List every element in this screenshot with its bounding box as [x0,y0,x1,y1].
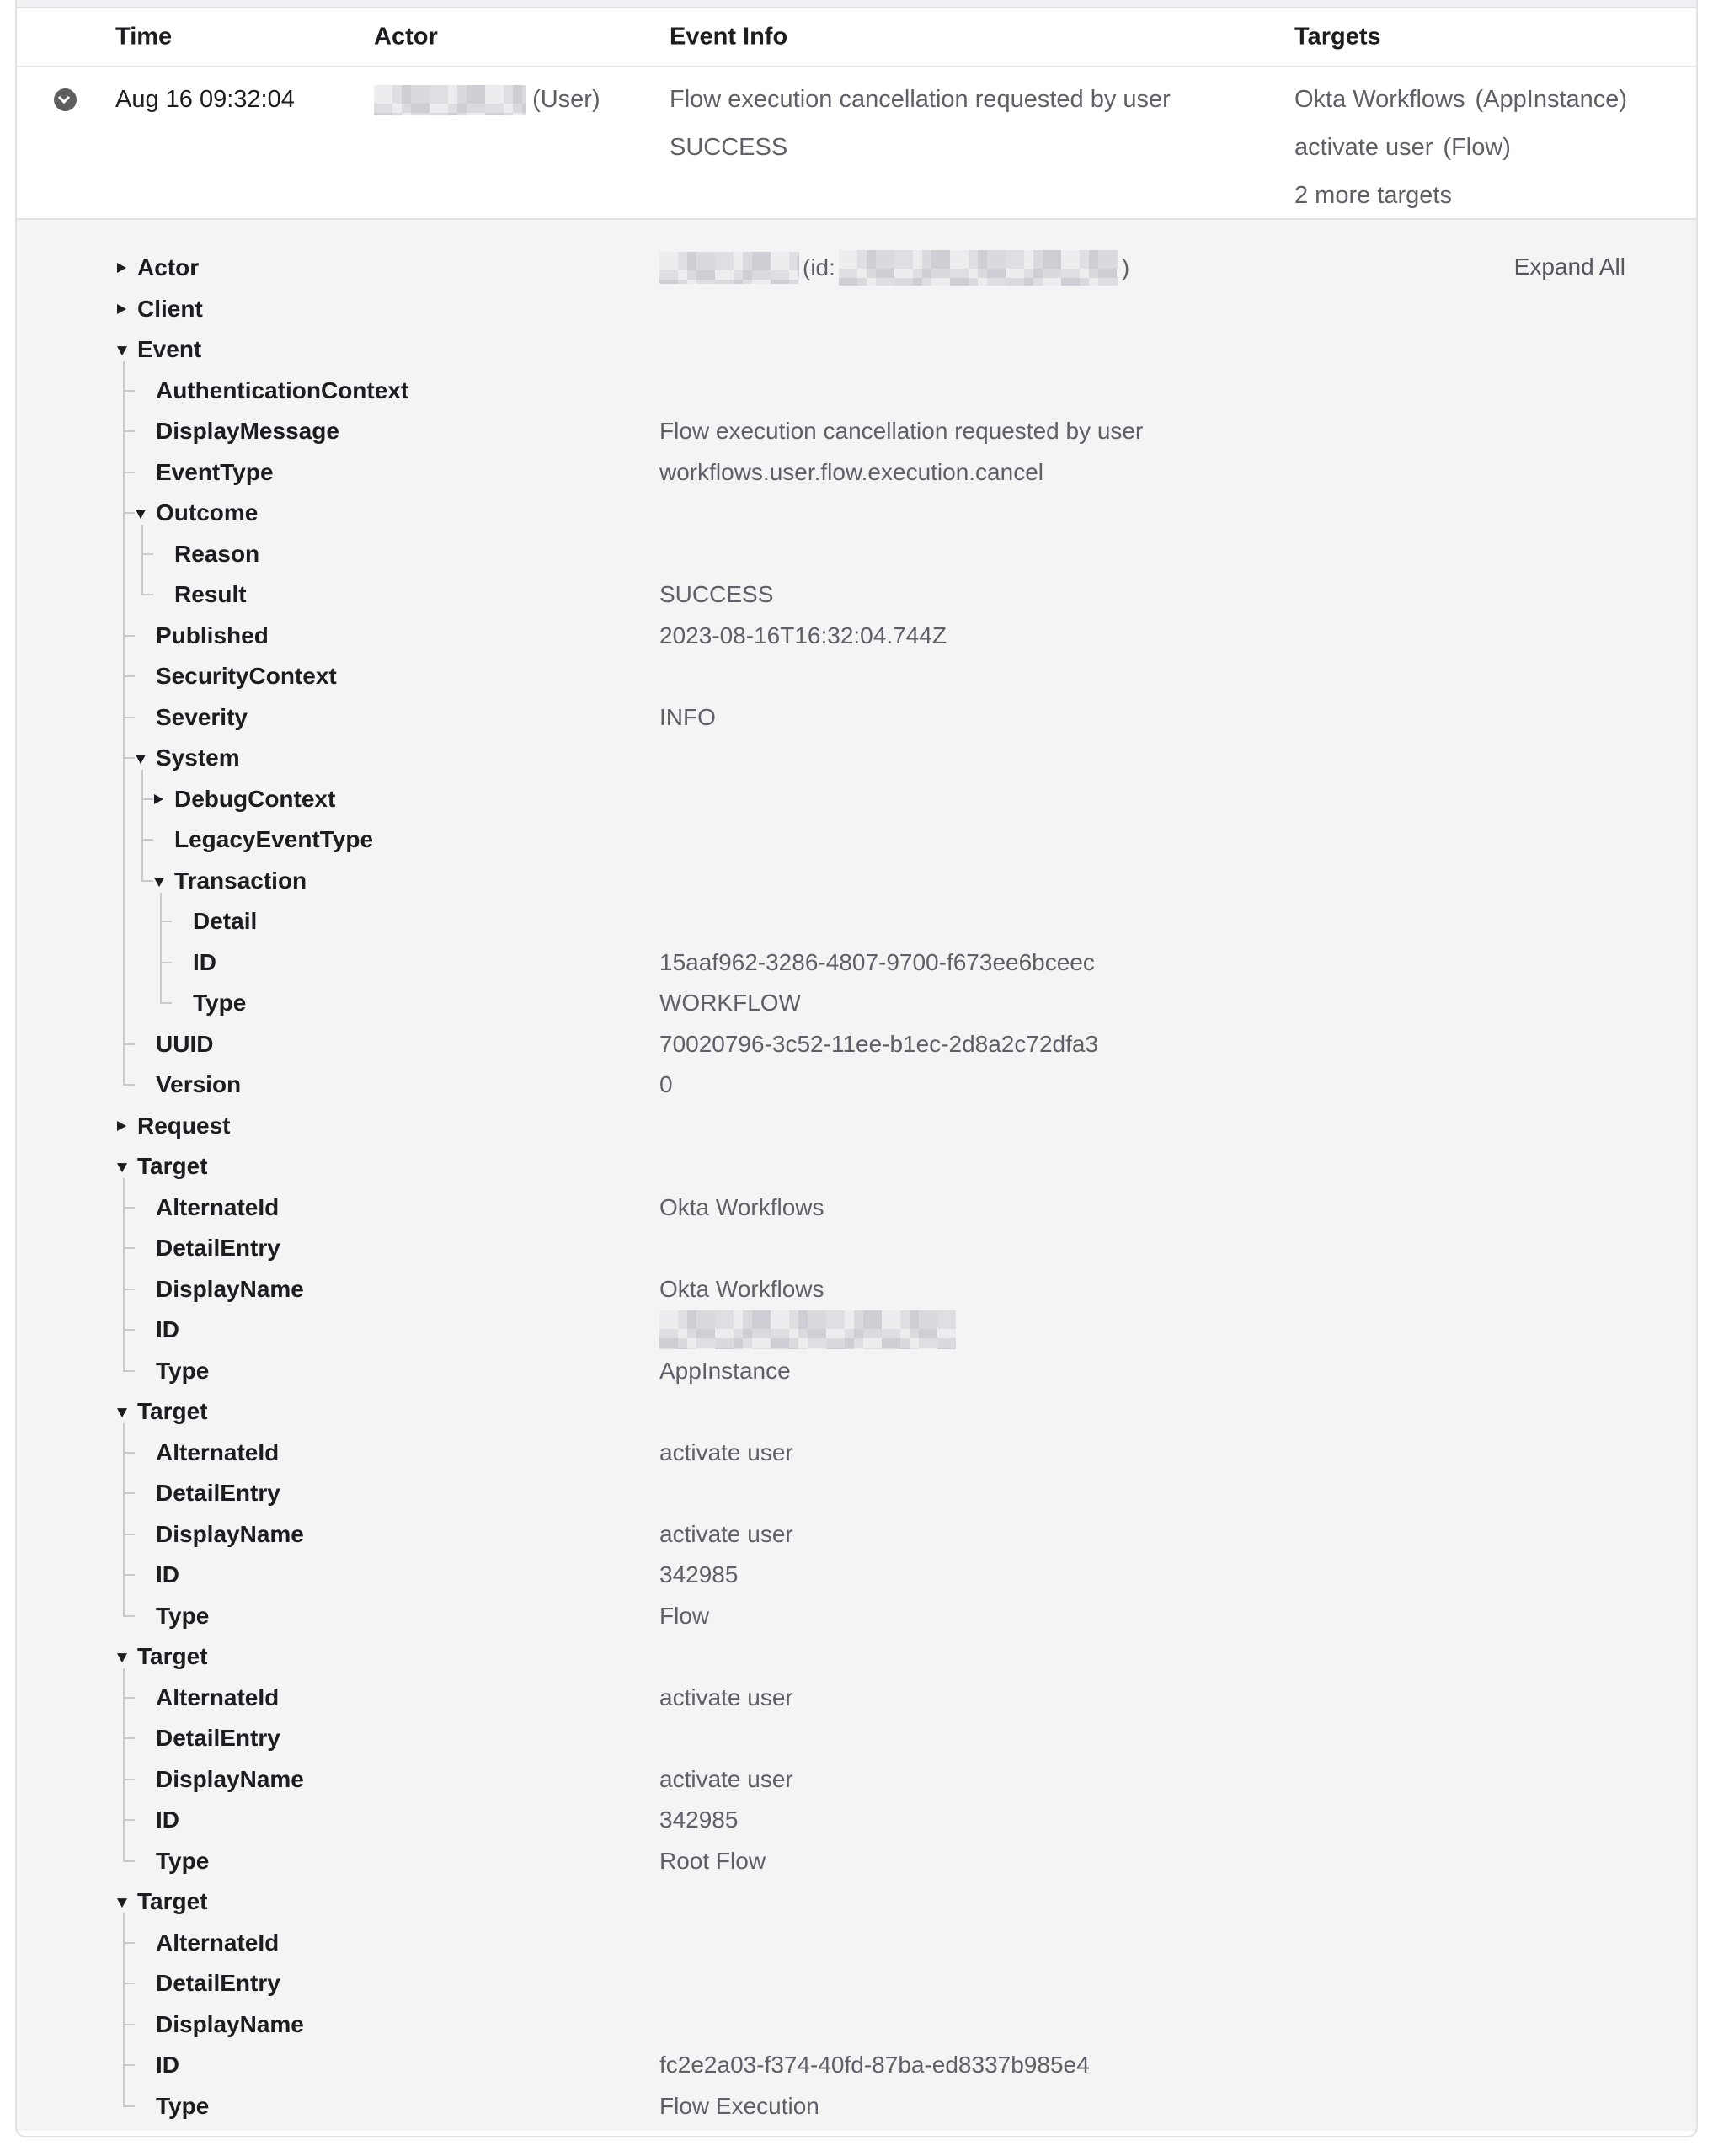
tree-row-request [17,1106,1696,1147]
tree-node-label: AlternateId [156,1929,280,1956]
tree-row-alternateid [17,1678,1696,1719]
redacted-value [839,250,1118,286]
tree-row-alternateid [17,1923,1696,1964]
tree-row-target [17,1636,1696,1678]
tree-node-label[interactable]: Target [137,1153,208,1180]
tree-row-type [17,1841,1696,1882]
value-text: (id: [803,254,835,281]
tree-node-value: WORKFLOW [659,990,801,1017]
tree-node-value: 15aaf962-3286-4807-9700-f673ee6bceec [659,948,1095,975]
target-item [1294,124,1627,172]
tree-row-system [17,738,1696,779]
tree-node-value: activate user [659,1765,793,1792]
target-name: activate user [1294,134,1433,161]
collapse-node-icon[interactable] [136,755,146,764]
tree-node-label: DisplayName [156,1275,304,1302]
tree-node-label: Reason [174,540,260,567]
tree-node-label[interactable]: Outcome [156,499,259,526]
expand-all-button[interactable]: Expand All [1513,253,1625,280]
tree-node-label: Type [156,1602,210,1629]
value-text: ) [1121,254,1130,281]
tree-node-label[interactable]: System [156,744,240,771]
tree-row-type [17,1351,1696,1392]
tree-row-displayname [17,1514,1696,1556]
tree-row-authenticationcontext [17,371,1696,412]
expand-node-icon[interactable] [117,263,126,273]
tree-node-label: DisplayMessage [156,418,339,445]
tree-row-detail [17,901,1696,942]
event-row [17,67,1696,220]
tree-node-label: ID [156,1316,179,1343]
actor-type-label: (User) [532,86,600,113]
tree-node-label[interactable]: DebugContext [174,785,336,812]
tree-node-label: AlternateId [156,1684,280,1710]
tree-row-version [17,1065,1696,1106]
tree-node-label: AlternateId [156,1193,280,1220]
tree-node-value: Flow execution cancellation requested by user [659,418,1144,445]
tree-node-value: 2023-08-16T16:32:04.744Z [659,622,947,648]
tree-row-eventtype [17,452,1696,494]
tree-row-detailentry [17,1473,1696,1514]
target-type: (AppInstance) [1475,86,1628,113]
tree-node-label: AuthenticationContext [156,376,409,403]
tree-row-client [17,289,1696,330]
tree-node-label[interactable]: Target [137,1643,208,1670]
tree-node-label: ID [156,1561,179,1588]
tree-row-published [17,616,1696,657]
tree-row-event [17,329,1696,371]
tree-node-label: Published [156,622,269,648]
tree-node-label: ID [193,948,216,975]
collapse-row-button[interactable] [54,88,77,111]
tree-node-label: Type [156,1847,210,1874]
tree-node-label[interactable]: Target [137,1398,208,1425]
tree-row-reason [17,534,1696,575]
tree-row-displayname [17,1269,1696,1310]
tree-row-id [17,1800,1696,1841]
tree-node-value: 0 [659,1071,673,1098]
tree-node-label[interactable]: Event [137,336,202,363]
event-info-cell [670,76,1171,172]
tree-node-label: SecurityContext [156,663,337,690]
tree-node-label: Type [156,1357,210,1384]
tree-node-label[interactable]: Client [137,295,203,322]
collapse-node-icon[interactable] [136,510,146,519]
event-actor [374,76,600,124]
expand-node-icon[interactable] [117,304,126,314]
expand-node-icon[interactable] [117,1121,126,1131]
tree-node-label: UUID [156,1030,214,1057]
tree-node-value [659,1310,956,1349]
tree-node-label: DisplayName [156,2010,304,2037]
column-header-actor: Actor [374,23,438,51]
tree-node-label: Version [156,1071,242,1098]
tree-node-value: activate user [659,1684,793,1710]
tree-node-label: Result [174,581,247,608]
tree-row-target [17,1881,1696,1923]
table-header-row [17,8,1696,67]
tree-node-value: SUCCESS [659,581,774,608]
tree-row-displayname [17,1759,1696,1801]
redacted-actor-name [374,85,526,115]
tree-node-label: DetailEntry [156,1480,280,1507]
collapse-node-icon[interactable] [117,1653,127,1662]
collapse-node-icon[interactable] [117,1408,127,1417]
event-targets-cell [1294,76,1627,220]
column-header-targets: Targets [1294,23,1381,51]
event-log-card [15,0,1698,2137]
tree-node-value: Flow Execution [659,2092,819,2119]
tree-row-displaymessage [17,411,1696,452]
tree-row-type [17,983,1696,1024]
tree-node-value: Okta Workflows [659,1275,824,1302]
tree-row-type [17,1596,1696,1637]
tree-row-legacyeventtype [17,819,1696,861]
tree-row-securitycontext [17,656,1696,697]
tree-row-transaction [17,861,1696,902]
tree-node-value: workflows.user.flow.execution.cancel [659,458,1043,485]
tree-row-detailentry [17,1228,1696,1269]
tree-node-label: Type [193,990,247,1017]
tree-row-id [17,942,1696,984]
event-result: SUCCESS [670,134,788,161]
tree-row-detailentry [17,1963,1696,2004]
tree-node-value: 342985 [659,1806,739,1833]
tree-node-value: Root Flow [659,1847,766,1874]
tree-row-id [17,1310,1696,1351]
tree-row-detailentry [17,1718,1696,1759]
target-type: (Flow) [1443,134,1511,161]
tree-node-label[interactable]: Target [137,1888,208,1915]
event-time: Aug 16 09:32:04 [115,86,295,113]
tree-node-label: LegacyEventType [174,826,374,853]
tree-node-label[interactable]: Request [137,1112,231,1139]
tree-row-alternateid [17,1433,1696,1474]
tree-node-label: Type [156,2092,210,2119]
tree-node-value: INFO [659,703,716,730]
tree-node-value [659,250,1129,286]
tree-node-value: 70020796-3c52-11ee-b1ec-2d8a2c72dfa3 [659,1030,1099,1057]
tree-node-label: Detail [193,908,258,935]
expand-node-icon[interactable] [154,794,163,804]
chevron-down-icon [58,92,70,104]
tree-node-label: ID [156,1806,179,1833]
tree-row-outcome [17,493,1696,534]
tree-row-actor [17,248,1696,289]
tree-node-label: DetailEntry [156,1970,280,1997]
tree-node-value: Okta Workflows [659,1193,824,1220]
more-targets-label: 2 more targets [1294,182,1452,209]
tree-row-id [17,1555,1696,1596]
tree-node-label: ID [156,2052,179,2079]
tree-node-label: DetailEntry [156,1235,280,1262]
tree-row-target [17,1391,1696,1433]
tree-row-alternateid [17,1187,1696,1229]
tree-node-label: Severity [156,703,248,730]
tree-node-label: DisplayName [156,1765,304,1792]
tree-row-id [17,2045,1696,2086]
tree-node-value: AppInstance [659,1357,791,1384]
collapse-node-icon[interactable] [117,1163,127,1172]
tree-node-label: EventType [156,458,274,485]
tree-row-uuid [17,1024,1696,1065]
tree-row-result [17,574,1696,616]
event-detail-tree [17,220,1696,2127]
column-header-event-info: Event Info [670,23,788,51]
tree-row-target [17,1146,1696,1187]
tree-row-displayname [17,2004,1696,2046]
target-name: Okta Workflows [1294,86,1465,113]
tree-row-severity [17,697,1696,739]
tree-node-value: Flow [659,1602,710,1629]
collapse-node-icon[interactable] [154,878,164,887]
redacted-value [659,1310,956,1349]
table-top-strip [17,0,1696,8]
target-item [1294,76,1627,124]
tree-node-value: activate user [659,1520,793,1547]
tree-node-label[interactable]: Actor [137,254,200,281]
tree-node-value: fc2e2a03-f374-40fd-87ba-ed8337b985e4 [659,2052,1090,2079]
tree-row-debugcontext [17,779,1696,820]
collapse-node-icon[interactable] [117,346,127,355]
tree-row-type [17,2086,1696,2127]
event-detail-panel [17,220,1696,2131]
event-message: Flow execution cancellation requested by user [670,86,1171,113]
tree-node-value: activate user [659,1438,793,1465]
tree-node-label: DisplayName [156,1520,304,1547]
tree-node-label[interactable]: Transaction [174,867,307,894]
tree-node-value: 342985 [659,1561,739,1588]
column-header-time: Time [115,23,173,51]
collapse-node-icon[interactable] [117,1898,127,1908]
tree-node-label: AlternateId [156,1438,280,1465]
redacted-value [659,252,799,284]
tree-node-label: DetailEntry [156,1725,280,1752]
